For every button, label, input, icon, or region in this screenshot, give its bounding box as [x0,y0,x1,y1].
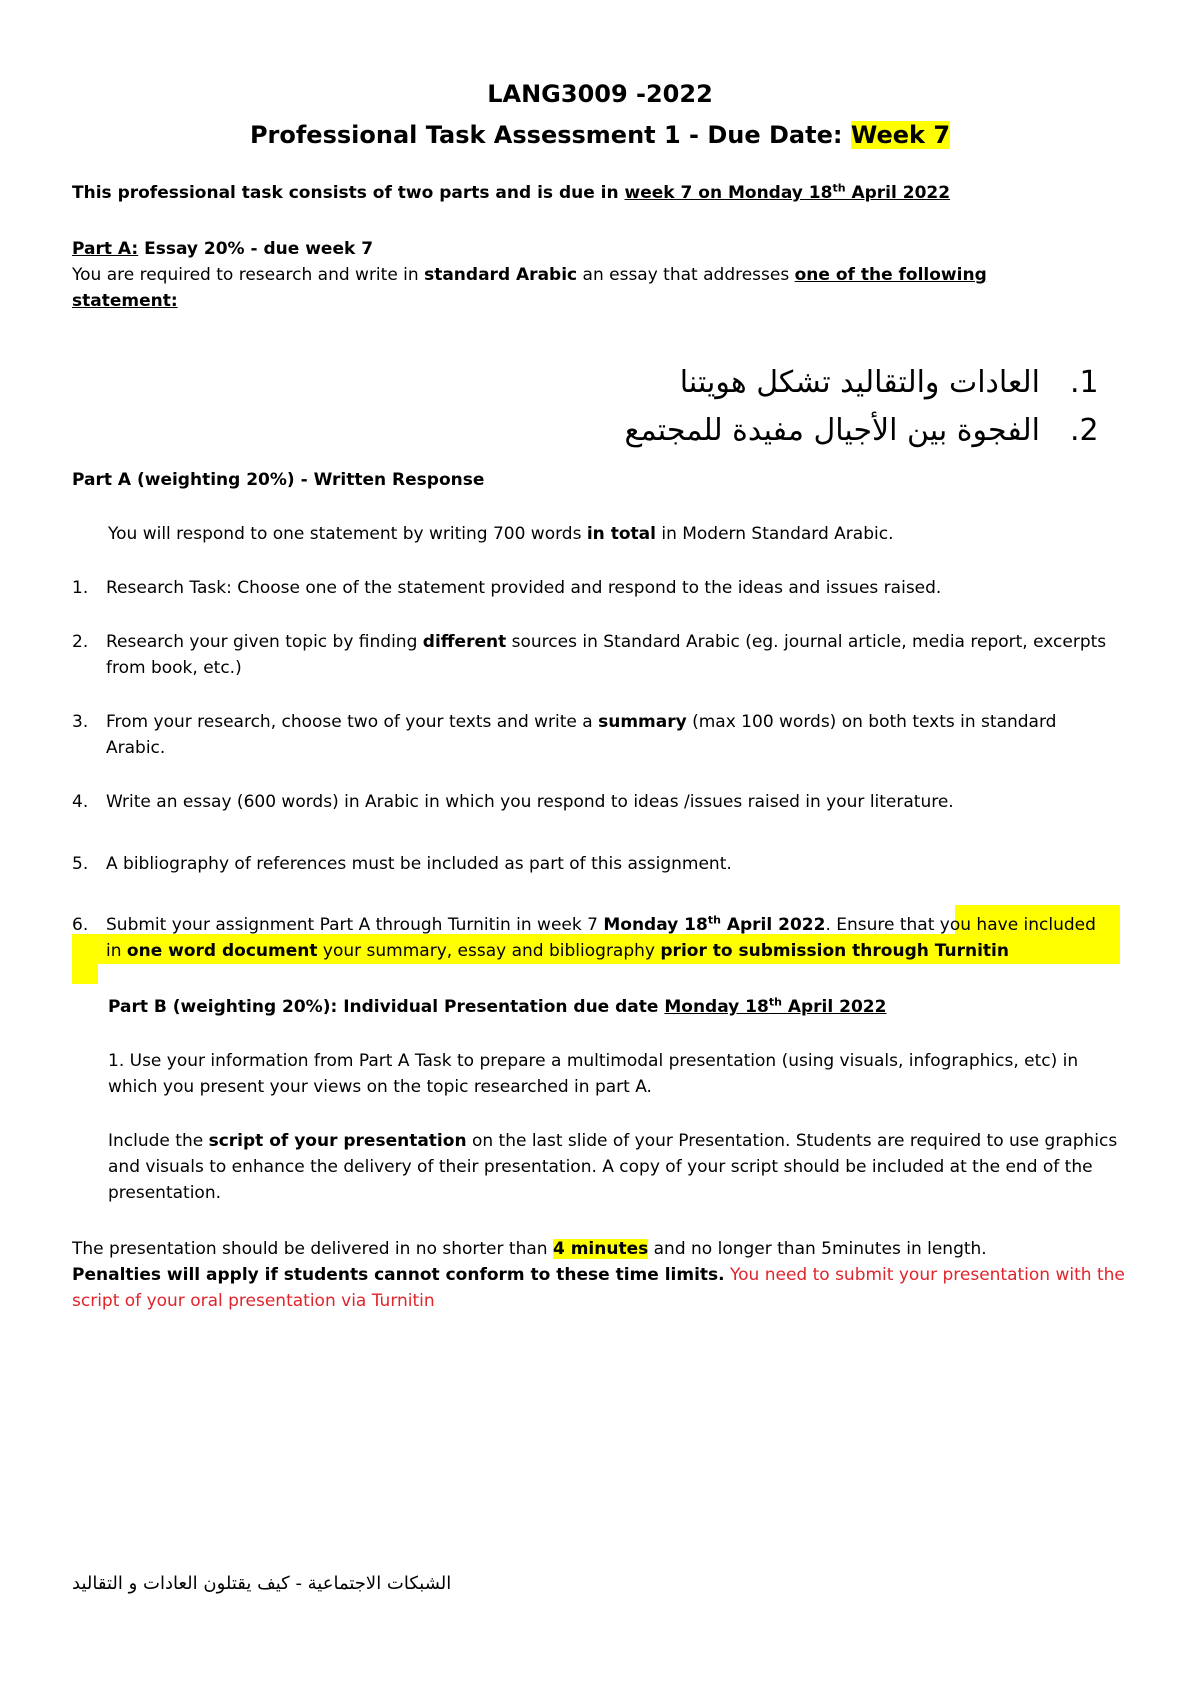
parta-heading-rest: Essay 20% - due week 7 [138,239,374,259]
statement-2-text: الفجوة بين الأجيال مفيدة للمجتمع [624,413,1040,448]
footer-arabic: الشبكات الاجتماعية - كيف يقتلون العادات و التقاليد [72,1573,452,1594]
highlight-mark [72,934,98,984]
closing-4-minutes: 4 minutes [552,1239,649,1259]
course-code: LANG3009 -2022 [487,80,713,108]
task-2-number: 2. [72,632,89,652]
intro-due-suffix: April 2022 [845,183,951,203]
task-1-number: 1. [72,578,89,598]
partb-date-sup: th [768,995,782,1009]
task-6-date-suffix: April 2022 [720,915,826,935]
partb-script-t1: Include the [108,1131,209,1151]
statement-1-text: العادات والتقاليد تشكل هويتنا [679,365,1040,400]
partb-date [664,997,886,1017]
intro-due-prefix: week 7 on Monday 18 [624,183,833,203]
closing-t2: and no longer than 5minutes in length. [648,1239,987,1259]
partb-script-t2: on the last slide of your Presentation. Students are required to use graphics and visuals to enhance the delivery of their presentation. A copy of your script should be included at the end of the presentation. [108,1131,1118,1203]
closing-paragraph [72,1236,1132,1314]
parta-desc-standard-arabic: standard Arabic [424,265,578,285]
intro-line [72,180,1132,206]
task-3-text [106,709,1116,761]
parta-desc-t2: an essay that addresses [577,265,795,285]
parta-written-heading: Part A (weighting 20%) - Written Response [72,470,485,490]
task-5-number: 5. [72,854,89,874]
intro-text: This professional task consists of two parts and is due in [72,183,625,203]
task-5-text: A bibliography of references must be included as part of this assignment. [106,854,732,874]
task-6-number: 6. [72,915,89,935]
task-2-bold: different [422,632,507,652]
task-6-text [106,912,1116,964]
task-6-prior-submission: prior to submission through Turnitin [660,941,1009,961]
title-prefix: Professional Task Assessment 1 - Due Date: [249,121,851,149]
document-title [0,121,1200,149]
intro-due-date [625,183,951,203]
statement-2-number: .2 [1070,413,1099,448]
statement-1-number: .1 [1070,365,1099,400]
parta-label: Part A: [72,239,139,259]
written-intro-t1: You will respond to one statement by writing 700 words [108,524,587,544]
partb-script-bold: script of your presentation [208,1131,467,1151]
task-3-number: 3. [72,712,89,732]
task-1-text: Research Task: Choose one of the statement provided and respond to the ideas and issues raised. [106,578,942,598]
task-6-date [603,915,825,935]
partb-date-suffix: April 2022 [781,997,887,1017]
task-2-text [106,629,1116,681]
written-intro-t2: in Modern Standard Arabic. [655,524,894,544]
partb-script-paragraph [108,1128,1128,1206]
task-6-date-prefix: Monday 18 [603,915,708,935]
task-3-t1: From your research, choose two of your texts and write a [106,712,599,732]
parta-description [72,262,1072,314]
partb-item-1: 1. Use your information from Part A Task to prepare a multimodal presentation (using visuals, infographics, etc) in which you present your views on the topic researched in part A. [108,1051,1079,1097]
closing-t1: The presentation should be delivered in no shorter than [72,1239,553,1259]
parta-written-intro [108,521,1128,547]
closing-red-note: You need to submit your presentation with the script of your oral presentation via Turnitin [72,1265,1125,1311]
intro-due-sup: th [832,181,846,195]
partb-date-prefix: Monday 18 [664,997,769,1017]
task-6-t1: Submit your assignment Part A through Turnitin in week 7 [106,915,604,935]
task-2-t2: sources in Standard Arabic (eg. journal article, media report, excerpts from book, etc.) [106,632,1107,678]
partb-heading-text: Part B (weighting 20%): Individual Presentation due date [108,997,665,1017]
task-4-text: Write an essay (600 words) in Arabic in which you respond to ideas /issues raised in your literature. [106,792,954,812]
task-2-t1: Research your given topic by finding [106,632,423,652]
parta-desc-t1: You are required to research and write in [72,265,425,285]
due-week-highlight: Week 7 [850,121,951,149]
closing-penalty: Penalties will apply if students cannot conform to these time limits. [72,1265,725,1285]
task-6-date-sup: th [707,913,721,927]
task-6-t2: . Ensure that you have included in [106,915,1096,961]
partb-heading [108,994,1128,1020]
task-3-t2: (max 100 words) on both texts in standard Arabic. [106,712,1057,758]
parta-essay-heading [72,236,1132,262]
task-6-t3: your summary, essay and bibliography [317,941,661,961]
task-4-number: 4. [72,792,89,812]
written-intro-in-total: in total [586,524,656,544]
task-3-bold: summary [598,712,687,732]
parta-desc-one-of-following: one of the following statement: [72,265,987,311]
task-6-one-word-document: one word document [126,941,318,961]
